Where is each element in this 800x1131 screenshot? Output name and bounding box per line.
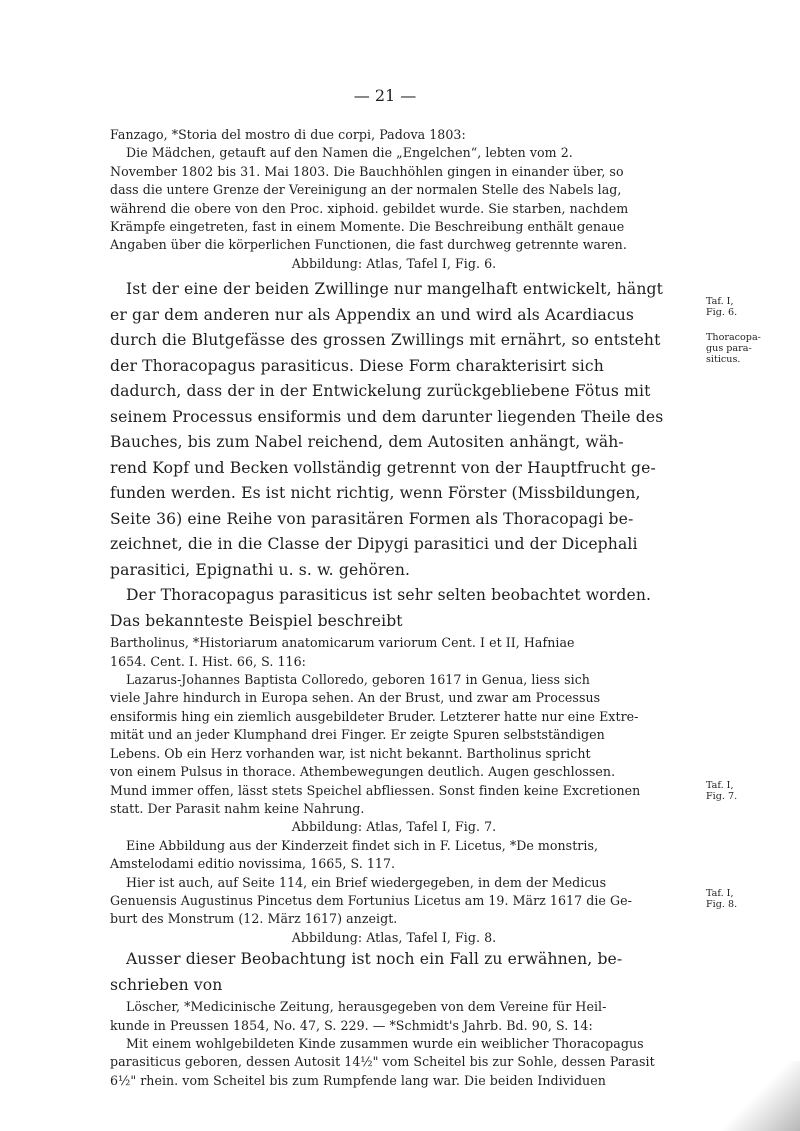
text-line: Krämpfe eingetreten, fast in einem Momente. Die Beschreibung enthält genaue [110,219,625,235]
margin-note-taf-1-fig-8 [706,888,737,910]
text-line: kunde in Preussen 1854, No. 47, S. 229. — *Schmidt's Jahrb. Bd. 90, S. 14: [110,1017,593,1033]
page-number: — 21 — [353,86,417,105]
text-line: parasitici, Epignathi u. s. w. gehören. [110,560,411,579]
text-line: 6½" rhein. vom Scheitel bis zum Rumpfende lang war. Die beiden Individuen [110,1072,606,1088]
text-line: Hier ist auch, auf Seite 114, ein Brief wiedergegeben, in dem der Medicus [126,874,607,890]
text-line: November 1802 bis 31. Mai 1803. Die Bauchhöhlen gingen in einander über, so [110,163,624,179]
text-line: Lebens. Ob ein Herz vorhanden war, ist nicht bekannt. Bartholinus spricht [110,745,591,761]
text-line: schrieben von [110,975,223,994]
text-line: Seite 36) eine Reihe von parasitären Formen als Thoracopagi be- [110,509,634,528]
text-line: viele Jahre hindurch in Europa sehen. An der Brust, und zwar am Processus [110,690,601,706]
figure-reference-line: Abbildung: Atlas, Tafel I, Fig. 8. [291,929,497,945]
text-line: Genuensis Augustinus Pincetus dem Fortunius Licetus am 19. März 1617 die Ge- [110,892,632,908]
text-line: Die Mädchen, getauft auf den Namen die „Engelchen“, lebten vom 2. [126,145,573,161]
margin-note-line: Taf. I, [706,296,734,307]
text-line: rend Kopf und Becken vollständig getrennt von der Hauptfrucht ge- [110,458,656,477]
text-line: während die obere von den Proc. xiphoid. gebildet wurde. Sie starben, nachdem [110,200,629,216]
margin-note-taf-1-fig-6 [706,296,737,318]
text-line: funden werden. Es ist nicht richtig, wenn Förster (Missbildungen, [110,484,641,503]
text-line: Mit einem wohlgebildeten Kinde zusammen wurde ein weiblicher Thoracopagus [126,1035,644,1051]
margin-note-line: Fig. 8. [706,899,738,910]
text-line: Lazarus-Johannes Baptista Colloredo, geboren 1617 in Genua, liess sich [126,672,590,688]
text-line: Löscher, *Medicinische Zeitung, herausgegeben von dem Vereine für Heil- [126,999,607,1015]
text-line: Amstelodami editio novissima, 1665, S. 117. [110,856,396,872]
text-line: parasiticus geboren, dessen Autosit 14½" vom Scheitel bis zur Sohle, dessen Parasit [110,1054,655,1070]
margin-note-line: siticus. [706,354,741,365]
margin-note-line: Fig. 6. [706,307,738,318]
text-line: 1654. Cent. I. Hist. 66, S. 116: [110,653,306,669]
text-line: er gar dem anderen nur als Appendix an und wird als Acardiacus [110,305,634,324]
text-line: burt des Monstrum (12. März 1617) anzeigt. [110,911,398,927]
text-line: Mund immer offen, lässt stets Speichel abfliessen. Sonst finden keine Excretionen [110,782,641,798]
margin-note-line: Taf. I, [706,780,734,791]
text-line: Eine Abbildung aus der Kinderzeit findet sich in F. Licetus, *De monstris, [126,837,599,853]
margin-note-line: Taf. I, [706,888,734,899]
text-line: statt. Der Parasit nahm keine Nahrung. [110,800,365,816]
text-line: Angaben über die körperlichen Functionen, die fast durchweg getrennte waren. [110,237,627,253]
margin-note-line: Fig. 7. [706,791,738,802]
page-corner-shadow [690,1061,800,1131]
text-line: Ist der eine der beiden Zwillinge nur mangelhaft entwickelt, hängt [126,280,663,299]
margin-note-taf-1-fig-7 [706,780,737,802]
text-line: mität und an jeder Klumphand drei Finger. Er zeigte Spuren selbstständigen [110,727,605,743]
text-line: ensiformis hing ein ziemlich ausgebildeter Bruder. Letzterer hatte nur eine Extre- [110,708,639,724]
text-line: seinem Processus ensiformis und dem darunter liegenden Theile des [110,407,664,426]
text-line: dadurch, dass der in der Entwickelung zurückgebliebene Fötus mit [110,382,651,401]
figure-reference-line: Abbildung: Atlas, Tafel I, Fig. 6. [291,255,497,271]
text-line: Ausser dieser Beobachtung ist noch ein Fall zu erwähnen, be- [126,950,623,969]
body-text [110,126,678,1090]
text-line: dass die untere Grenze der Vereinigung an der normalen Stelle des Nabels lag, [110,182,622,198]
text-line: Bauches, bis zum Nabel reichend, dem Autositen anhängt, wäh- [110,433,624,452]
text-line: Fanzago, *Storia del mostro di due corpi, Padova 1803: [110,127,466,142]
text-line: zeichnet, die in die Classe der Dipygi parasitici und der Dicephali [110,535,638,554]
margin-note-thoracopagus-parasiticus [706,332,761,365]
figure-reference-line: Abbildung: Atlas, Tafel I, Fig. 7. [291,819,497,835]
text-line: von einem Pulsus in thorace. Athembewegungen deutlich. Augen geschlossen. [110,764,616,780]
text-line: Der Thoracopagus parasiticus ist sehr selten beobachtet worden. [126,586,652,605]
text-line: durch die Blutgefässe des grossen Zwillings mit ernährt, so entsteht [110,331,661,350]
margin-note-line: gus para- [706,343,752,354]
margin-note-line: Thoracopa- [706,332,761,343]
text-line: Das bekannteste Beispiel beschreibt [110,611,403,630]
text-line: der Thoracopagus parasiticus. Diese Form charakterisirt sich [110,356,604,375]
text-line: Bartholinus, *Historiarum anatomicarum variorum Cent. I et II, Hafniae [110,635,575,651]
